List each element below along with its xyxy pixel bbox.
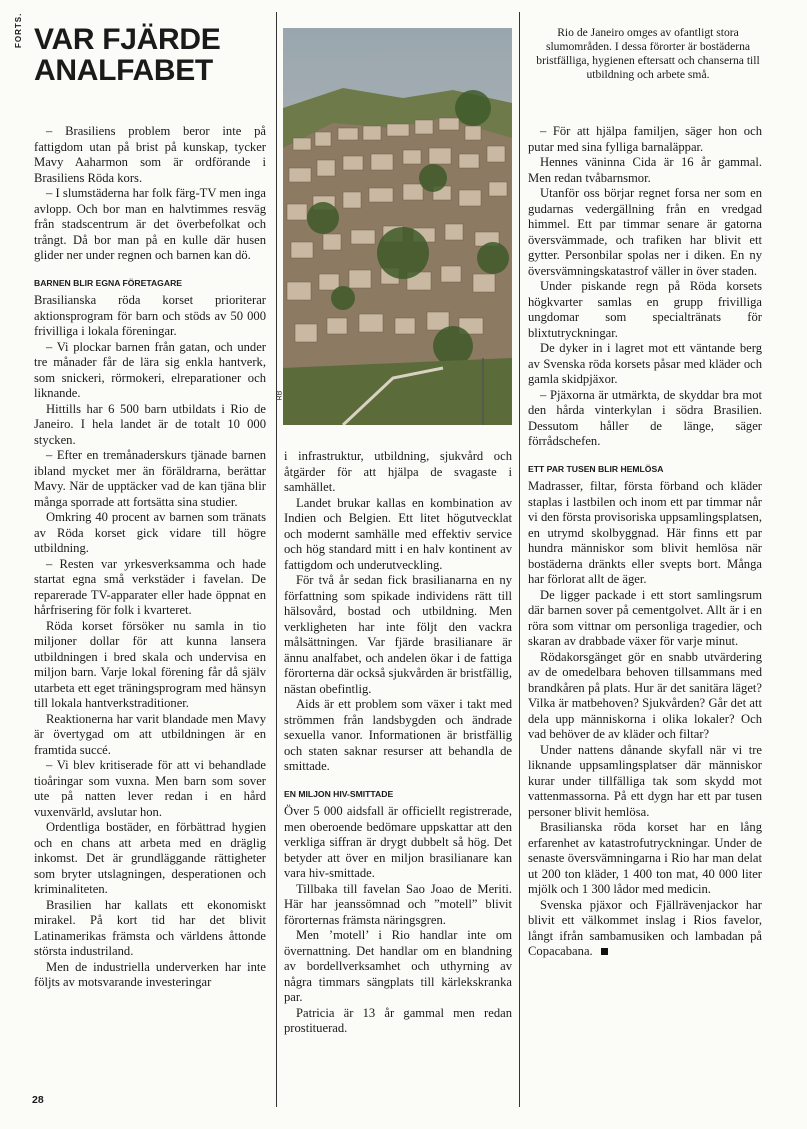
paragraph: – För att hjälpa familjen, säger hon och putar med sina fylliga barnaläppar. [528, 124, 762, 154]
subheading: BARNEN BLIR EGNA FÖRETAGARE [34, 277, 183, 288]
paragraph: Hennes väninna Cida är 16 år gammal. Men redan tvåbarnsmor. [528, 155, 762, 185]
paragraph: Brasilianska röda korset har en lång erfarenhet av katastrofutryckningar. Under de senaste översvämningarna i Rio har man delat ut 200 ton kläder, 1 400 ton mat, 40 000 liter mjölk och 1 300 lådor med medicin. [528, 820, 762, 896]
paragraph: Patricia är 13 år gammal men redan prostituerad. [284, 1005, 512, 1035]
paragraph [528, 898, 762, 960]
photo-credit: RB [276, 390, 284, 401]
closing-text: Svenska pjäxor och Fjällrävenjackor har blivit ett välkommet inslag i Rios favelor, långt ifrån sambamusiken och lambadan på Copacabana. [528, 897, 762, 958]
paragraph: Brasilianska röda korset prioriterar aktionsprogram för barn och stöds av 50 000 frivilliga i lokala föreningar. [34, 293, 266, 338]
page-number: 28 [32, 1094, 44, 1106]
paragraph: Reaktionerna har varit blandade men Mavy är övertygad om att utbildningen är en framtida succé. [34, 711, 266, 757]
paragraph: – Vi blev kritiserade för att vi behandlade tioåringar som vuxna. Men barn som sover ute på natten lever redan i en hård vuxenvärld, avslutar hon. [34, 758, 266, 819]
paragraph: – Resten var yrkesverksamma och hade startat egna små verkstäder i favelan. De reparerade TV-apparater eller hade öppnat en hårfrisering för folk i kvarteret. [34, 556, 266, 617]
paragraph: Över 5 000 aidsfall är officiellt registrerade, men oberoende bedömare uppskattar att den verkliga siffran är drygt dubbelt så hög. Det betyder att över en miljon brasilianare kan vara hiv-smittade. [284, 804, 512, 880]
column-rule [519, 12, 520, 1107]
subheading: ETT PAR TUSEN BLIR HEMLÖSA [528, 463, 664, 474]
paragraph: De dyker in i lagret mot ett väntande berg av Svenska röda korsets påsar med kläder och gamla skidpjäxor. [528, 341, 762, 386]
subheading: EN MILJON HIV-SMITTADE [284, 788, 394, 799]
hillside-slum-illustration [283, 28, 512, 425]
paragraph: Madrasser, filtar, första förband och kläder staplas i lastbilen och inom ett par timmar når vi den första provisoriska uppsamlingsplatsen, en utrymd skolbyggnad. Här finns ett par hundra människor som blivit hemlösa när bostäderna dränkts eller svepts bort. Många har förlorat allt de äger. [528, 479, 762, 586]
paragraph: Aids är ett problem som växer i takt med strömmen från landsbygden och ändrade sexuella vanor. Informationen är bristfällig och staten saknar resurser att behandla de smittade. [284, 697, 512, 773]
paragraph: – I slumstäderna har folk färg-TV men inga avlopp. Och bor man en halvtimmes resväg från stadscentrum är det överbefolkat och trångt. Då bor man på en kulle där husen glider ner under regnen och barnen kan dö. [34, 186, 266, 262]
paragraph: Röda korset försöker nu samla in tio miljoner dollar för att kunna lansera utbildningen i bred skala och undervisa en miljon barn. Varje lokal förening får då själv utarbeta ett eget träningsprogram med hänsyn till lokala hantverkstraditioner. [34, 618, 266, 710]
paragraph: Hittills har 6 500 barn utbildats i Rio de Janeiro. I hela landet är de totalt 10 000 stycken. [34, 401, 266, 447]
paragraph: Men de industriella underverken har inte följts av motsvarande investeringar [34, 959, 266, 989]
paragraph: Omkring 40 procent av barnen som tränats av Röda korset gick vidare till högre utbildning. [34, 510, 266, 555]
paragraph: – Pjäxorna är utmärkta, de skyddar bra mot den hårda vinterkylan i södra Brasilien. Dessutom håller de länge, säger förrådschefen. [528, 387, 762, 448]
continued-label: FORTS. [14, 12, 23, 48]
column-1 [34, 124, 266, 991]
headline [34, 24, 270, 86]
paragraph: Under piskande regn på Röda korsets högkvarter samlas en grupp frivilliga ungdomar som specialtränats för blixtutryckningar. [528, 279, 762, 340]
paragraph: Utanför oss börjar regnet forsa ner som en gudarnas vedergällning från en vredgad himmel. Ett par timmar senare är gatorna översvämmade, och trafiken har blivit ett gytter. Personbilar spolas ner i diken. En ny översvämningskatastrof väller in över staden. [528, 186, 762, 278]
paragraph: Landet brukar kallas en kombination av Indien och Belgien. Ett litet högutvecklat och modernt samhälle med effektiv service och hög standard mitt i en halv kontinent av fattigdom och underutveckling. [284, 495, 512, 572]
paragraph: De ligger packade i ett stort samlingsrum där barnen sover på cementgolvet. Allt är i en röra som vittnar om personliga tragedier, och skaran av drabbade växer för varje minut. [528, 587, 762, 648]
paragraph: i infrastruktur, utbildning, sjukvård och åtgärder för att hjälpa de svagaste i samhället. [284, 449, 512, 494]
paragraph: För två år sedan fick brasilianarna en ny författning som spikade individens rätt till hälsovård, bostad och utbildning. Men verkligheten har inte följt den vackra målsättningen. Var fjärde brasilianare är ännu analfabet, och andelen ökar i de fattiga förorterna där också sjukvården är bristfällig, nästan obefintlig. [284, 573, 512, 696]
paragraph: Tillbaka till favelan Sao Joao de Meriti. Här har jeanssömnad och ”motell” blivit förorternas främsta näringsgren. [284, 881, 512, 927]
column-rule [276, 12, 277, 1107]
headline-line: VAR FJÄRDE [34, 23, 221, 56]
paragraph: – Brasiliens problem beror inte på fattigdom utan på brist på kunskap, tycker Mavy Aaharmon som är ordförande i Brasiliens Röda kors. [34, 124, 266, 185]
paragraph: Ordentliga bostäder, en förbättrad hygien och en chans att arbeta med en dräglig inkomst. Det är grundläggande rättigheter som bryter utslagningen, desperationen och kriminaliteten. [34, 820, 266, 896]
paragraph: Under nattens dånande skyfall när vi tre liknande uppsamlingsplatser där människor kurar under tillfälliga tak som skydd mot vattenmassorna. På ett dygn har ett par tusen personer blivit hemlösa. [528, 742, 762, 819]
paragraph: Rödakorsgänget gör en snabb utvärdering av de omedelbara behoven tillsammans med brandkåren på plats. Hur är det sanitära läget? Vilka är matbehoven? Sjukvården? Går det att dela upp människorna i olika lokaler? Och vad behöver de av kläder och filtar? [528, 649, 762, 741]
column-3 [528, 124, 762, 960]
paragraph: – Vi plockar barnen från gatan, och under tre månader får de lära sig enkla hantverk, som snickeri, rörmokeri, elreparationer och liknande. [34, 339, 266, 400]
paragraph: – Efter en tremånaderskurs tjänade barnen ibland mycket mer än föräldrarna, berättar Mavy. När de upptäcker vad de kan tjäna blir många sporrade att fortsätta sina studier. [34, 448, 266, 509]
column-2 [284, 449, 512, 1037]
favela-photo [283, 28, 512, 425]
photo-caption: Rio de Janeiro omges av ofantligt stora slumområden. I dessa förorter är bostäderna bristfälliga, hygienen eftersatt och chanserna till utbildning och arbete små. [536, 26, 760, 81]
paragraph: Men ’motell’ i Rio handlar inte om övernattning. Det handlar om en blandning av bordellverksamhet och uthyrning av några timmars sängplats till kärlekskranka par. [284, 928, 512, 1004]
headline-line: ANALFABET [34, 54, 213, 87]
end-mark-icon [601, 948, 608, 955]
paragraph: Brasilien har kallats ett ekonomiskt mirakel. På kort tid har det blivit Latinamerikas främsta och världens åttonde största industriland. [34, 897, 266, 958]
